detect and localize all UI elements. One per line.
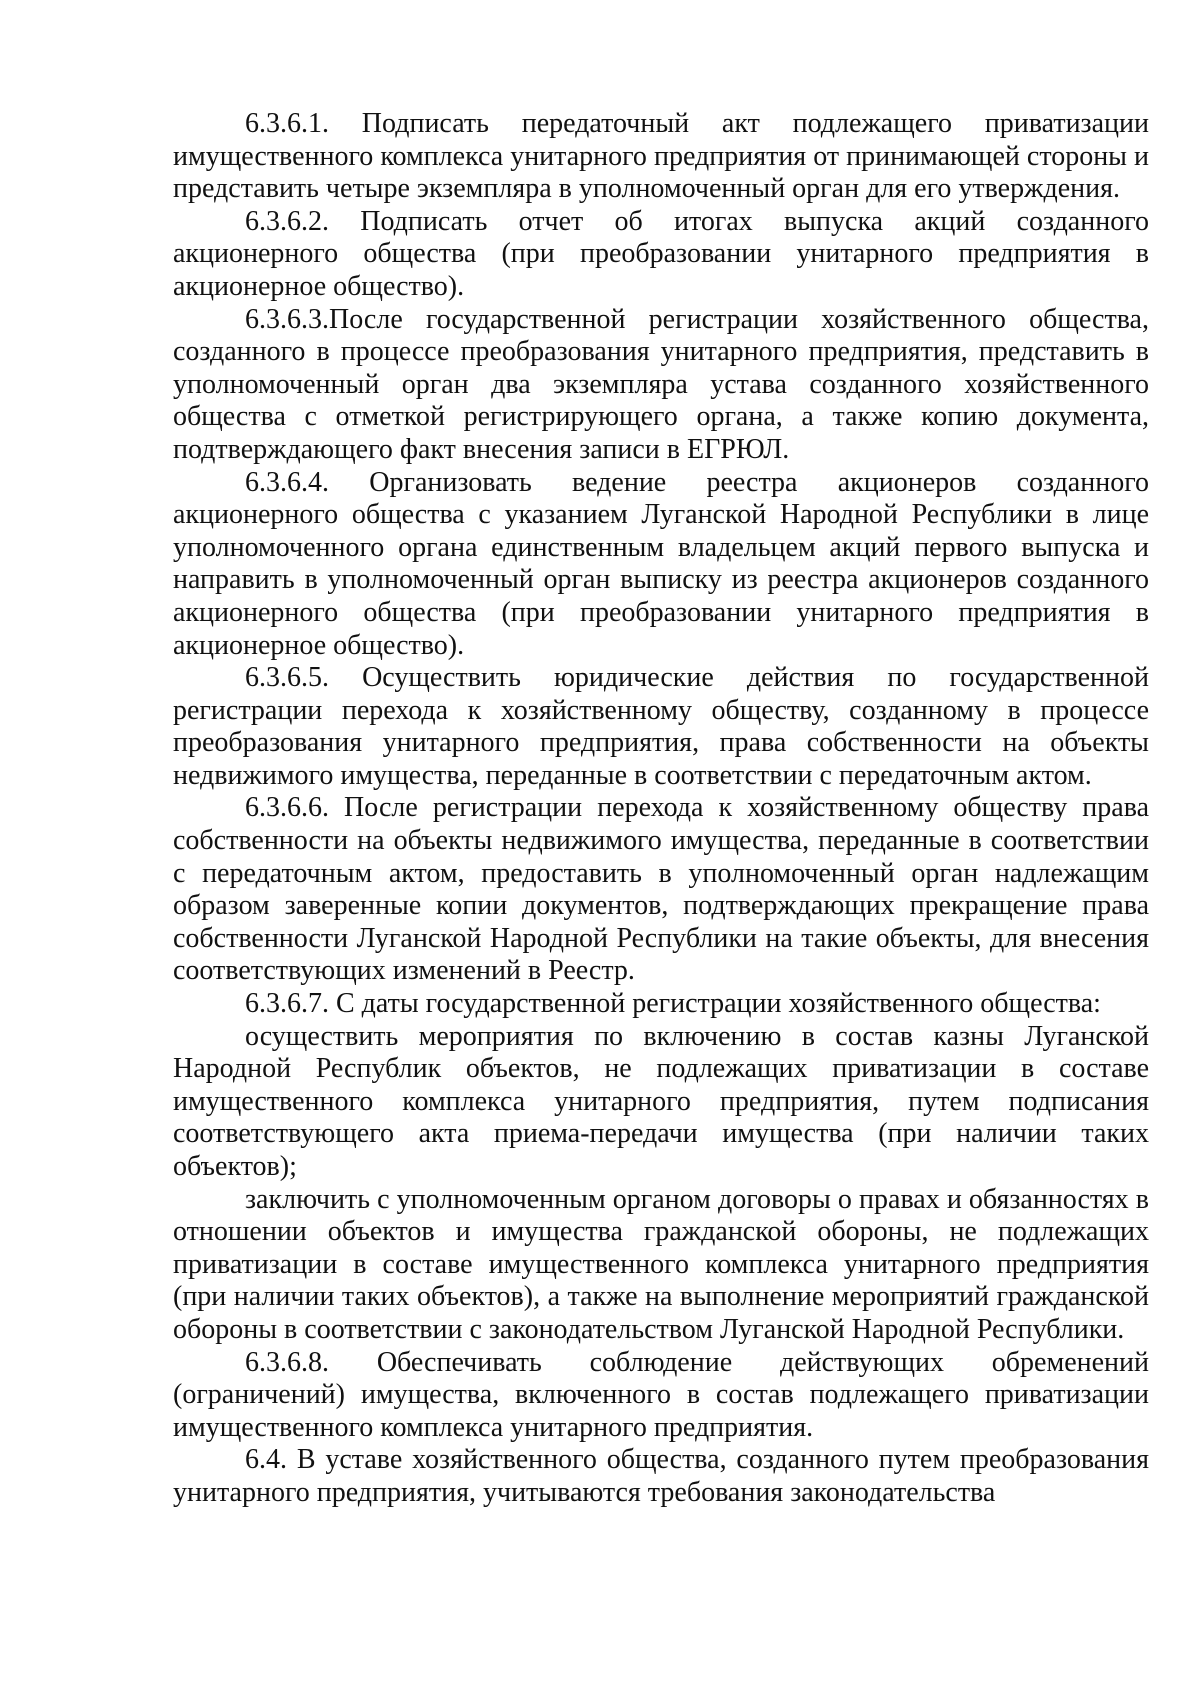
paragraph-6-3-6-6: 6.3.6.6. После регистрации перехода к хозяйственному обществу права собственности на объекты недвижимого имущества, переданные в соответствии с передаточным актом, предоставить в уполномоченный орган надлежащим образом заверенные копии документов, подтверждающих прекращение права собственности Луганской Народной Республики на такие объекты, для внесения соответствующих изменений в Реестр.	[173, 792, 1149, 987]
paragraph-6-3-6-7: 6.3.6.7. С даты государственной регистрации хозяйственного общества:	[245, 988, 1101, 1020]
paragraph-6-3-6-2: 6.3.6.2. Подписать отчет об итогах выпуска акций созданного акционерного общества (при преобразовании унитарного предприятия в акционерное общество).	[173, 205, 1149, 302]
paragraph-6-3-6-8: 6.3.6.8. Обеспечивать соблюдение действующих обременений (ограничений) имущества, включенного в состав подлежащего приватизации имущественного комплекса унитарного предприятия.	[173, 1346, 1149, 1443]
paragraph-6-4: 6.4. В уставе хозяйственного общества, созданного путем преобразования унитарного предприятия, учитываются требования законодательства	[173, 1444, 1149, 1508]
paragraph-6-3-6-7-item-2: заключить с уполномоченным органом договоры о правах и обязанностях в отношении объектов и имущества гражданской обороны, не подлежащих приватизации в составе имущественного комплекса унитарного предприятия (при наличии таких объектов), а также на выполнение мероприятий гражданской обороны в соответствии с законодательством Луганской Народной Республики.	[173, 1183, 1149, 1345]
paragraph-6-3-6-4: 6.3.6.4. Организовать ведение реестра акционеров созданного акционерного общества с указанием Луганской Народной Республики в лице уполномоченного органа единственным владельцем акций первого выпуска и направить в уполномоченный орган выписку из реестра акционеров созданного акционерного общества (при преобразовании унитарного предприятия в акционерное общество).	[173, 466, 1149, 661]
paragraph-6-3-6-1: 6.3.6.1. Подписать передаточный акт подлежащего приватизации имущественного комплекса унитарного предприятия от принимающей стороны и представить четыре экземпляра в уполномоченный орган для его утверждения.	[173, 108, 1149, 205]
paragraph-6-3-6-7-item-1: осуществить мероприятия по включению в состав казны Луганской Народной Республик объектов, не подлежащих приватизации в составе имущественного комплекса унитарного предприятия, путем подписания соответствующего акта приема-передачи имущества (при наличии таких объектов);	[173, 1020, 1149, 1182]
document-body	[173, 108, 1149, 1510]
paragraph-6-3-6-5: 6.3.6.5. Осуществить юридические действия по государственной регистрации перехода к хозяйственному обществу, созданному в процессе преобразования унитарного предприятия, права собственности на объекты недвижимого имущества, переданные в соответствии с передаточным актом.	[173, 662, 1149, 791]
paragraph-6-3-6-3: 6.3.6.3.После государственной регистрации хозяйственного общества, созданного в процессе преобразования унитарного предприятия, представить в уполномоченный орган два экземпляра устава созданного хозяйственного общества с отметкой регистрирующего органа, а также копию документа, подтверждающего факт внесения записи в ЕГРЮЛ.	[173, 303, 1149, 465]
